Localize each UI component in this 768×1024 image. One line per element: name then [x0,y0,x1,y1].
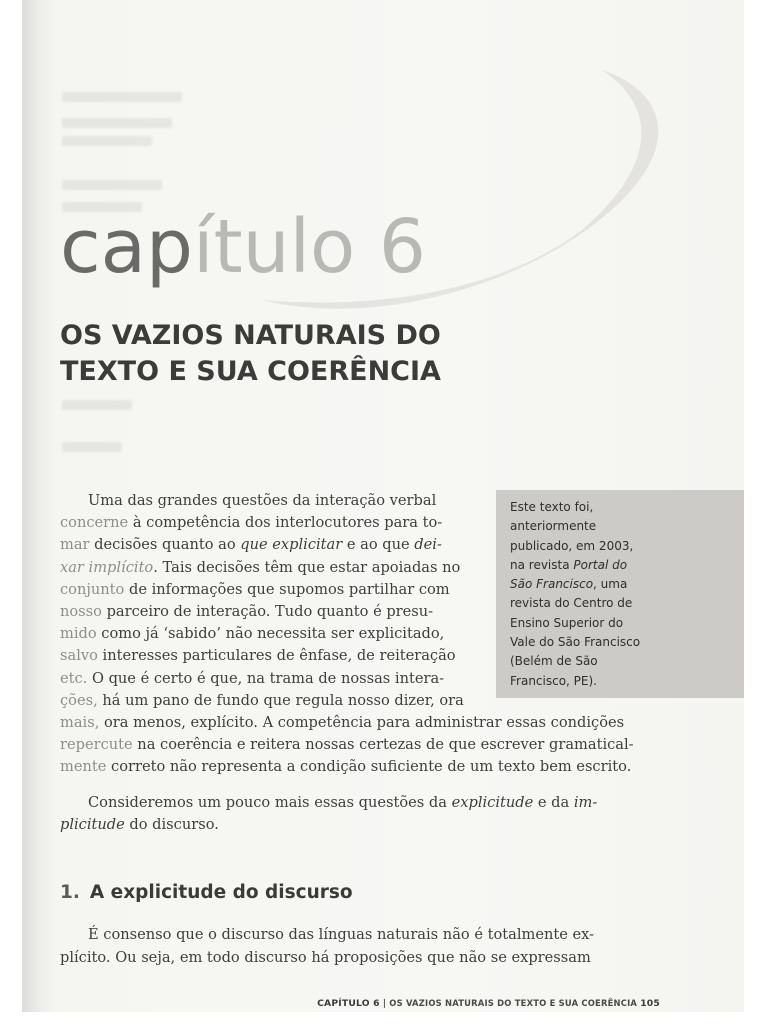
bleed-through-text [62,442,122,452]
note-line: revista do Centro de [510,596,633,611]
section-title: A explicitude do discurso [89,882,353,903]
chapter-word-light: ítulo [193,204,356,290]
text-line: mais, ora menos, explícito. A competência para administrar essas condições [60,714,625,732]
running-footer [222,998,660,1009]
text-line: mido como já ‘sabido’ não necessita ser explicitado, [60,625,445,643]
note-line: Francisco, PE). [510,673,597,688]
margin-note-text [510,498,640,691]
note-line: Este texto foi, [510,500,594,514]
note-line: na revista Portal do [510,557,628,572]
margin-note-box [496,490,744,698]
text-line: nosso parceiro de interação. Tudo quanto é presu- [60,603,434,621]
text-line: mar decisões quanto ao que explicitar e ao que dei- [60,536,442,554]
note-line: publicado, em 2003, [510,538,634,553]
paragraph-2 [60,792,660,836]
chapter-word-dark: cap [60,204,194,290]
bleed-through-text [62,118,172,128]
section-number: 1. [60,882,80,903]
chapter-number: 6 [378,204,426,290]
note-line: anteriormente [510,519,597,534]
text-line: salvo interesses particulares de ênfase, de reiteração [60,647,456,665]
paragraph-3 [60,924,680,969]
note-line: São Francisco, uma [510,577,628,592]
section-heading [60,882,353,903]
chapter-title-line1: OS VAZIOS NATURAIS DO [60,320,441,351]
text-line: conjunto de informações que supomos partilhar com [60,580,450,598]
text-line: concerne à competência dos interlocutores para to- [60,514,443,532]
text-line: plícito. Ou seja, em todo discurso há proposições que não se expressam [60,948,591,966]
footer-chapter: CAPÍTULO 6 [317,998,380,1009]
text-line: xar implícito. Tais decisões têm que estar apoiadas no [60,558,461,576]
text-line: É consenso que o discurso das línguas naturais não é totalmente ex- [88,926,595,943]
footer-title: OS VAZIOS NATURAIS DO TEXTO E SUA COERÊNCIA [389,998,638,1008]
text-line: Consideremos um pouco mais essas questões da explicitude e da im- [88,794,598,811]
bleed-through-text [62,400,132,410]
text-line: mente correto não representa a condição suficiente de um texto bem escrito. [60,758,632,776]
text-line: ções, há um pano de fundo que regula nosso dizer, ora [60,691,464,709]
bleed-through-text [62,180,162,190]
note-line: Vale do São Francisco [510,635,641,650]
text-line: Uma das grandes questões da interação verbal [88,492,437,509]
bleed-through-text [62,92,182,102]
text-line: etc. O que é certo é que, na trama de nossas intera- [60,669,445,687]
chapter-heading [60,204,426,290]
chapter-title [60,318,441,390]
footer-separator: | [379,998,390,1008]
bleed-through-text [62,136,152,146]
chapter-title-line2: TEXTO E SUA COERÊNCIA [60,356,441,387]
book-page [22,0,744,1012]
note-line: Ensino Superior do [510,615,624,630]
text-line: plicitude do discurso. [60,816,219,834]
page-number: 105 [640,998,660,1009]
text-line: repercute na coerência e reitera nossas certezas de que escrever gramatical- [60,736,634,754]
note-line: (Belém de São [510,654,598,669]
